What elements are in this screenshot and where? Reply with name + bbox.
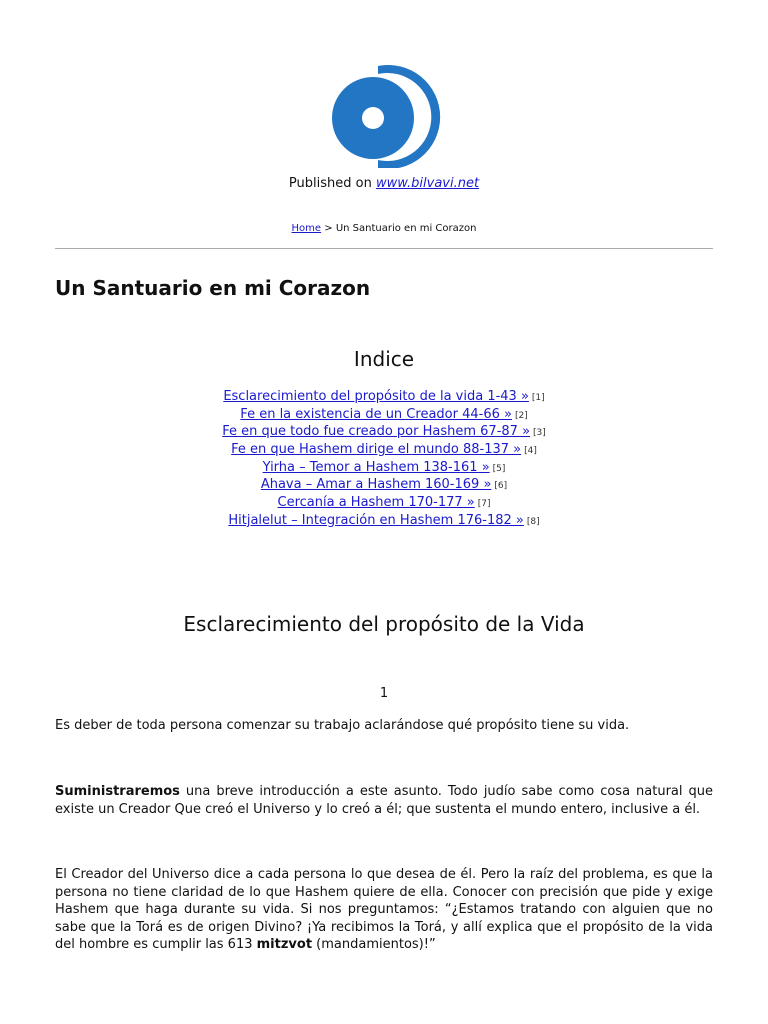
index-item <box>0 388 768 406</box>
page-title: Un Santuario en mi Corazon <box>55 276 371 300</box>
published-prefix: Published on <box>288 176 376 191</box>
index-footnote: [4] <box>524 446 537 457</box>
index-item <box>0 512 768 530</box>
index-item <box>0 406 768 424</box>
published-on-line <box>0 176 768 191</box>
section-number: 1 <box>379 686 389 701</box>
index-item <box>0 459 768 477</box>
paragraph-2 <box>55 783 713 818</box>
paragraph-1: Es deber de toda persona comenzar su trabajo aclarándose qué propósito tiene su vida. <box>55 718 630 733</box>
bilvavi-logo-icon <box>330 64 442 168</box>
breadcrumb-separator: > <box>321 223 336 234</box>
index-link[interactable]: Fe en que Hashem dirige el mundo 88-137 » <box>231 442 522 458</box>
header-divider <box>55 248 713 249</box>
index-footnote: [8] <box>526 516 540 527</box>
paragraph-3 <box>55 866 713 954</box>
index-item <box>0 476 768 494</box>
site-link[interactable]: www.bilvavi.net <box>375 176 480 191</box>
index-footnote: [7] <box>477 499 491 510</box>
index-footnote: [3] <box>533 428 546 439</box>
index-item <box>0 423 768 441</box>
index-footnote: [2] <box>514 410 528 421</box>
index-footnote: [1] <box>531 393 545 403</box>
paragraph-3-bold: mitzvot <box>256 937 313 952</box>
index-link[interactable]: Yirha – Temor a Hashem 138-161 » <box>262 459 490 475</box>
index-item <box>0 494 768 512</box>
breadcrumb-current: Un Santuario en mi Corazon <box>335 223 477 234</box>
index-item <box>0 441 768 459</box>
index-link[interactable]: Cercanía a Hashem 170-177 » <box>277 495 475 511</box>
breadcrumb-home-link[interactable]: Home <box>291 223 322 234</box>
index-link[interactable]: Esclarecimiento del propósito de la vida 1-43 » <box>223 389 529 404</box>
index-footnote: [6] <box>494 481 508 492</box>
index-list <box>0 388 768 530</box>
index-footnote: [5] <box>492 463 506 474</box>
index-heading: Indice <box>353 347 415 371</box>
index-link[interactable]: Fe en que todo fue creado por Hashem 67-87 » <box>222 424 531 440</box>
index-link[interactable]: Fe en la existencia de un Creador 44-66 » <box>240 406 512 422</box>
index-link[interactable]: Hitjalelut – Integración en Hashem 176-182 » <box>228 512 524 528</box>
index-link[interactable]: Ahava – Amar a Hashem 160-169 » <box>260 477 492 493</box>
paragraph-3-end: (mandamientos)!” <box>312 937 436 952</box>
paragraph-2-bold: Suministraremos <box>55 784 180 799</box>
section-heading: Esclarecimiento del propósito de la Vida <box>183 612 585 636</box>
breadcrumb <box>0 223 768 234</box>
paragraph-2-text: una breve introducción a este asunto. Todo judío sabe como cosa natural que existe un Creador Que creó el Universo y lo creó a él; que sustenta el mundo entero, inclusive a él. <box>55 784 713 817</box>
paragraph-3-text: El Creador del Universo dice a cada persona lo que desea de él. Pero la raíz del problema, es que la persona no tiene claridad de lo que Hashem quiere de ella. Conocer con precisión que pide y exige Hashem que haga durante su vida. Si nos preguntamos: “¿Estamos tratando con alguien que no sabe que la Torá es de origen Divino? ¡Ya recibimos la Torá, y allí explica que el propósito de la vida del hombre es cumplir las 613 <box>55 867 713 952</box>
